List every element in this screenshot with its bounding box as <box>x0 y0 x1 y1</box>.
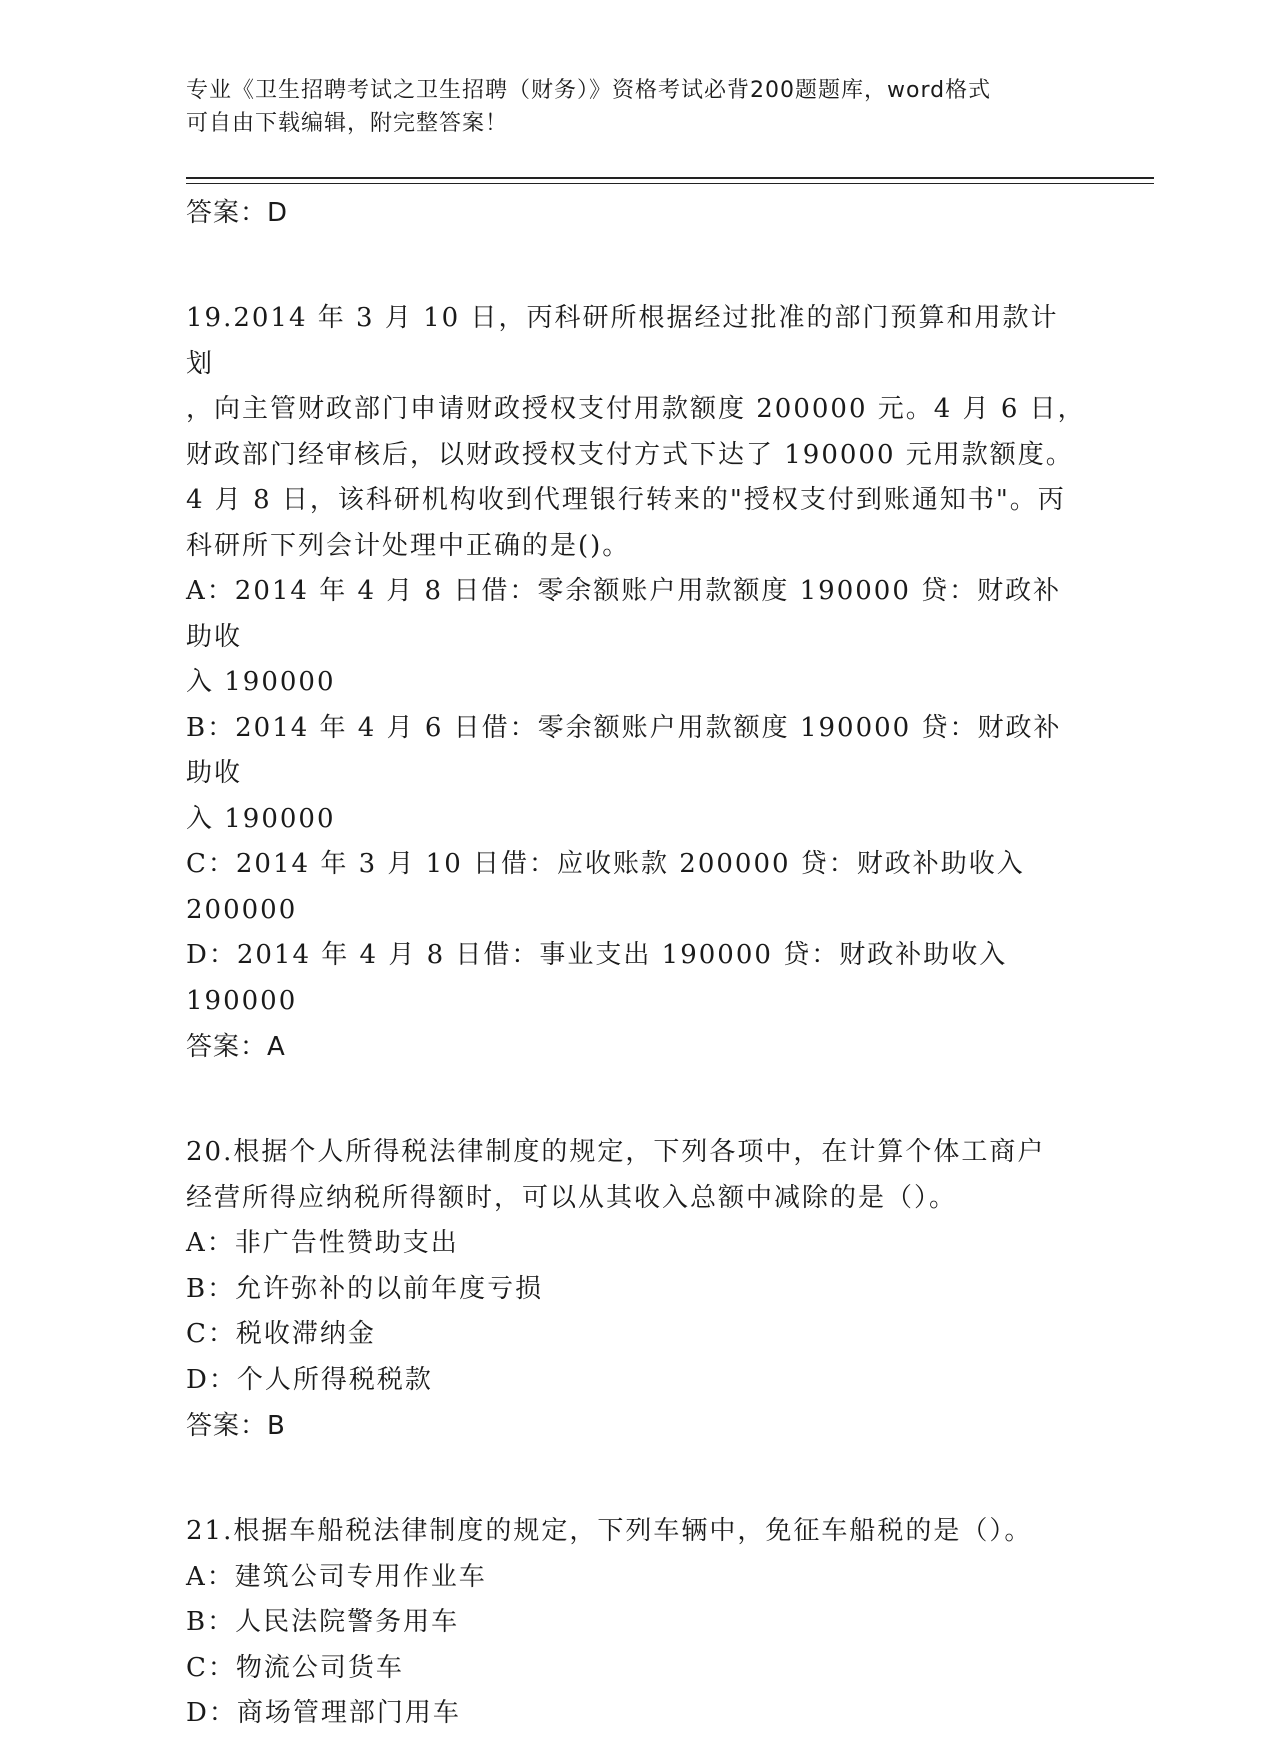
question-text: 20.根据个人所得税法律制度的规定，下列各项中，在计算个体工商户 <box>186 1137 1046 1167</box>
document-body <box>186 190 1086 1737</box>
question-text: 财政部门经审核后，以财政授权支付方式下达了 190000 元用款额度。 <box>186 439 1074 470</box>
answer-line: 答案：A <box>186 1032 286 1062</box>
document-header <box>186 74 1086 140</box>
answer-line: 答案：B <box>186 1411 286 1441</box>
spacer <box>186 236 1086 296</box>
option-c: C：2014 年 3 月 10 日借：应收账款 200000 贷：财政补助收入 200000 <box>186 849 1025 925</box>
option-a: A：建筑公司专用作业车 <box>186 1561 487 1592</box>
option-b: B：允许弥补的以前年度亏损 <box>186 1273 544 1304</box>
header-divider-thin <box>186 183 1154 184</box>
option-b: B：人民法院警务用车 <box>186 1607 460 1637</box>
option-a: A：2014 年 4 月 8 日借：零余额账户用款额度 190000 贷：财政补助收 <box>186 576 1062 652</box>
question-block <box>186 1509 1086 1737</box>
option-c: C：税收滞纳金 <box>186 1319 376 1349</box>
option-b: B：2014 年 4 月 6 日借：零余额账户用款额度 190000 贷：财政补助收 <box>186 712 1062 788</box>
option-d: D：商场管理部门用车 <box>186 1698 461 1728</box>
spacer <box>186 1449 1086 1509</box>
question-block <box>186 296 1086 1070</box>
option-d: D：个人所得税税款 <box>186 1364 433 1395</box>
option-a: A：非广告性赞助支出 <box>186 1228 459 1258</box>
question-text: 4 月 8 日，该科研机构收到代理银行转来的"授权支付到账通知书"。丙 <box>186 485 1066 515</box>
header-line-1: 专业《卫生招聘考试之卫生招聘（财务）》资格考试必背200题题库，word格式 <box>186 78 992 103</box>
question-text: ，向主管财政部门申请财政授权支付用款额度 200000 元。4 月 6 日， <box>186 394 1086 424</box>
option-d: D：2014 年 4 月 8 日借：事业支出 190000 贷：财政补助收入 190000 <box>186 940 1008 1016</box>
question-text: 科研所下列会计处理中正确的是()。 <box>186 530 631 561</box>
option-b-cont: 入 190000 <box>186 803 336 834</box>
question-text: 经营所得应纳税所得额时，可以从其收入总额中减除的是（）。 <box>186 1182 958 1213</box>
answer-line: 答案：D <box>186 198 289 228</box>
spacer <box>186 1070 1086 1130</box>
header-line-2: 可自由下载编辑，附完整答案！ <box>186 111 509 136</box>
header-divider <box>186 177 1154 179</box>
option-a-cont: 入 190000 <box>186 667 336 697</box>
question-block <box>186 1130 1086 1449</box>
question-text: 21.根据车船税法律制度的规定，下列车辆中，免征车船税的是（）。 <box>186 1516 1033 1546</box>
option-c: C：物流公司货车 <box>186 1652 404 1683</box>
question-text: 19.2014 年 3 月 10 日，丙科研所根据经过批准的部门预算和用款计划 <box>186 303 1059 379</box>
